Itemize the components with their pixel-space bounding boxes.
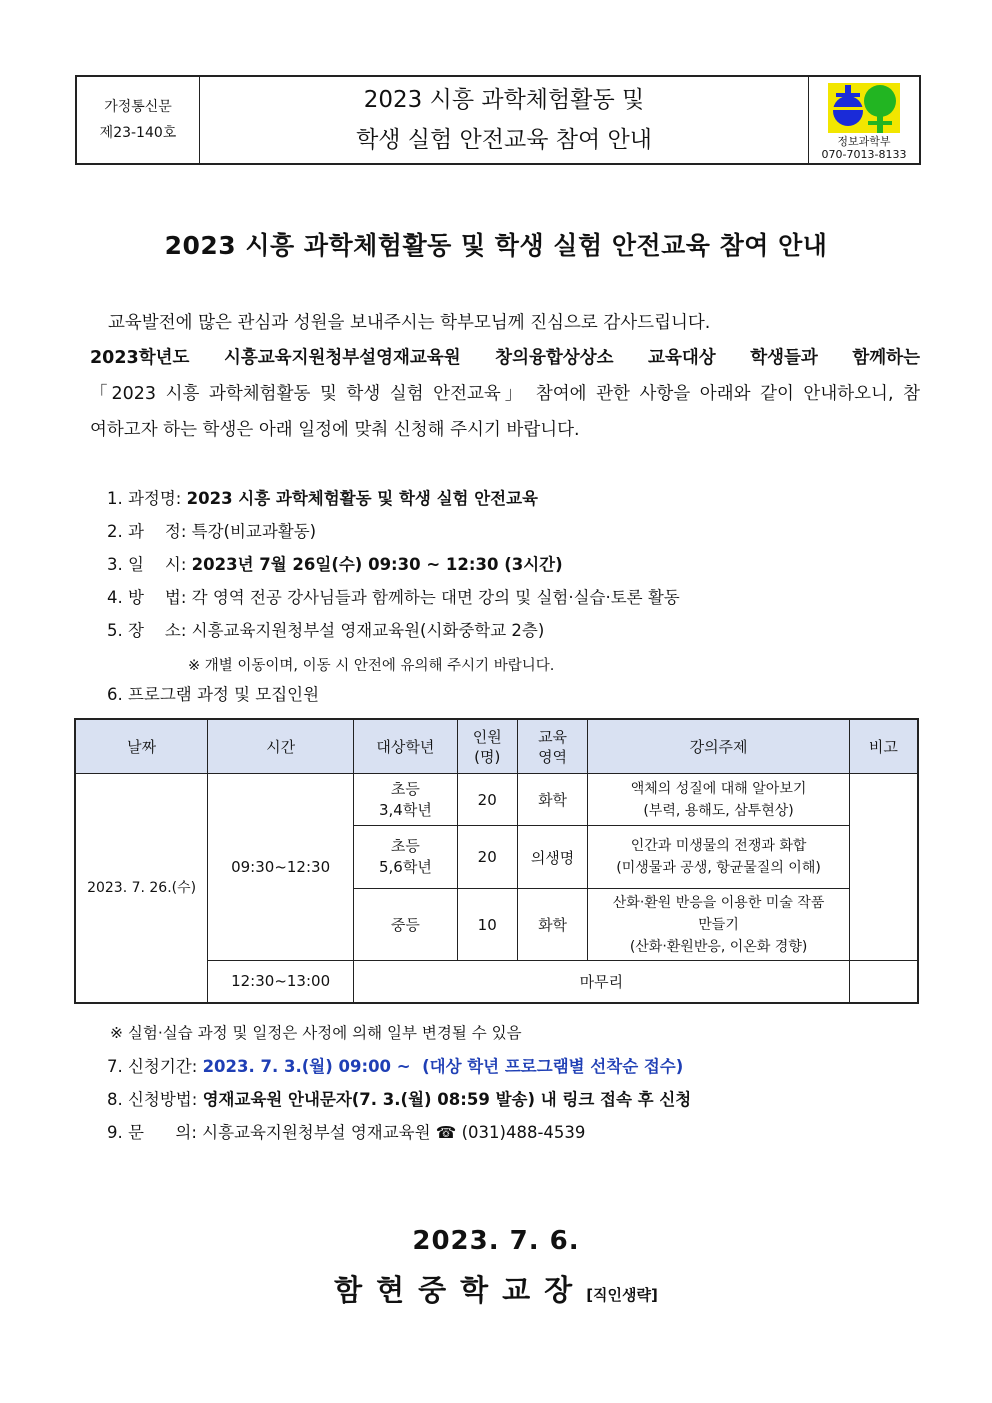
school-logo-icon	[828, 81, 900, 135]
cell-closing: 마무리	[354, 961, 850, 1003]
header-box	[75, 75, 921, 165]
intro-line-4: 여하고자 하는 학생은 아래 일정에 맞춰 신청해 주시기 바랍니다.	[90, 420, 580, 440]
item-program	[107, 678, 319, 711]
item-label: 4. 방 법:	[107, 588, 187, 607]
th-area: 교육 영역	[517, 719, 588, 774]
header-title	[200, 77, 809, 163]
table-header-row	[75, 719, 918, 774]
schedule-table	[74, 718, 919, 1004]
cell-remark	[849, 961, 918, 1003]
cell-grade: 초등 3,4학년	[354, 774, 458, 826]
cell-count: 20	[457, 774, 517, 826]
intro-line-3: 「2023 시흥 과학체험활동 및 학생 실험 안전교육」 참여에 관한 사항을 아래와 같이 안내하오니, 참	[90, 384, 920, 404]
cell-remark	[849, 774, 918, 961]
item-label: 6. 프로그램 과정 및 모집인원	[107, 685, 320, 704]
doc-type: 가정통신문	[104, 99, 172, 115]
signature-line	[0, 1268, 992, 1309]
cell-topic: 인간과 미생물의 전쟁과 화합 (미생물과 공생, 항균물질의 이해)	[588, 826, 849, 889]
cell-area: 화학	[517, 889, 588, 961]
item-label: 2. 과 정:	[107, 522, 187, 541]
item-course	[107, 515, 316, 548]
th-grade: 대상학년	[354, 719, 458, 774]
th-remark: 비고	[849, 719, 918, 774]
dept-label: 정보과학부	[837, 135, 891, 148]
apply-method	[107, 1083, 691, 1116]
th-date: 날짜	[75, 719, 208, 774]
doc-info	[77, 77, 200, 163]
item-value: 각 영역 전공 강사님들과 함께하는 대면 강의 및 실험‧실습‧토론 활동	[191, 588, 680, 607]
doc-number: 제23-140호	[99, 125, 177, 141]
apply-period	[107, 1050, 683, 1083]
issue-date: 2023. 7. 6.	[412, 1226, 580, 1256]
item-value: 특강(비교과활동)	[191, 522, 317, 541]
cell-time: 12:30~13:00	[208, 961, 354, 1003]
cell-topic: 액체의 성질에 대해 알아보기 (부력, 용해도, 삼투현상)	[588, 774, 849, 826]
item-datetime	[107, 548, 563, 581]
dept-phone: 070-7013-8133	[821, 148, 907, 161]
cell-count: 20	[457, 826, 517, 889]
item-value: 시흥교육지원청부설 영재교육원 ☎ (031)488-4539	[202, 1123, 586, 1142]
signer: 함현중학교장	[334, 1273, 587, 1307]
cell-grade: 중등	[354, 889, 458, 961]
item-label: 3. 일 시:	[107, 555, 187, 574]
item-label: 8. 신청방법:	[107, 1090, 198, 1109]
item-value: 영재교육원 안내문자(7. 3.(월) 08:59 발송) 내 링크 접속 후 신청	[202, 1090, 692, 1109]
th-count: 인원 (명)	[457, 719, 517, 774]
table-row	[75, 774, 918, 826]
item-course-name	[107, 482, 538, 515]
location-note: ※ 개별 이동이며, 이동 시 안전에 유의해 주시기 바랍니다.	[188, 658, 555, 674]
intro-line-1: 교육발전에 많은 관심과 성원을 보내주시는 학부모님께 진심으로 감사드립니다.	[108, 313, 711, 333]
contact	[107, 1116, 585, 1149]
cell-count: 10	[457, 889, 517, 961]
header-title-line1: 2023 시흥 과학체험활동 및	[363, 87, 645, 113]
cell-area: 화학	[517, 774, 588, 826]
item-label: 5. 장 소:	[107, 621, 187, 640]
item-location	[107, 614, 544, 647]
item-label: 1. 과정명:	[107, 489, 182, 508]
cell-time: 09:30~12:30	[208, 774, 354, 961]
item-value: 2023년 7월 26일(수) 09:30 ~ 12:30 (3시간)	[191, 555, 563, 574]
intro-line-2: 2023학년도 시흥교육지원청부설영재교육원 창의융합상상소 교육대상 학생들과 함께하는	[90, 348, 920, 368]
item-value: 2023 시흥 과학체험활동 및 학생 실험 안전교육	[186, 489, 538, 508]
item-value: 시흥교육지원청부설 영재교육원(시화중학교 2층)	[191, 621, 545, 640]
th-topic: 강의주제	[588, 719, 849, 774]
seal-note: [직인생략]	[586, 1286, 658, 1304]
cell-grade: 초등 5,6학년	[354, 826, 458, 889]
school-logo-block	[809, 77, 919, 163]
item-label: 9. 문 의:	[107, 1123, 197, 1142]
item-label: 7. 신청기간:	[107, 1057, 198, 1076]
item-value: 2023. 7. 3.(월) 09:00 ~ (대상 학년 프로그램별 선착순 접수)	[202, 1057, 684, 1076]
header-title-line2: 학생 실험 안전교육 참여 안내	[356, 127, 652, 153]
table-note: ※ 실험‧실습 과정 및 일정은 사정에 의해 일부 변경될 수 있음	[110, 1024, 522, 1042]
th-time: 시간	[208, 719, 354, 774]
page-title: 2023 시흥 과학체험활동 및 학생 실험 안전교육 참여 안내	[164, 231, 828, 260]
cell-date: 2023. 7. 26.(수)	[75, 774, 208, 1003]
item-method	[107, 581, 680, 614]
cell-topic: 산화‧환원 반응을 이용한 미술 작품 만들기 (산화‧환원반응, 이온화 경향)	[588, 889, 849, 961]
cell-area: 의생명	[517, 826, 588, 889]
